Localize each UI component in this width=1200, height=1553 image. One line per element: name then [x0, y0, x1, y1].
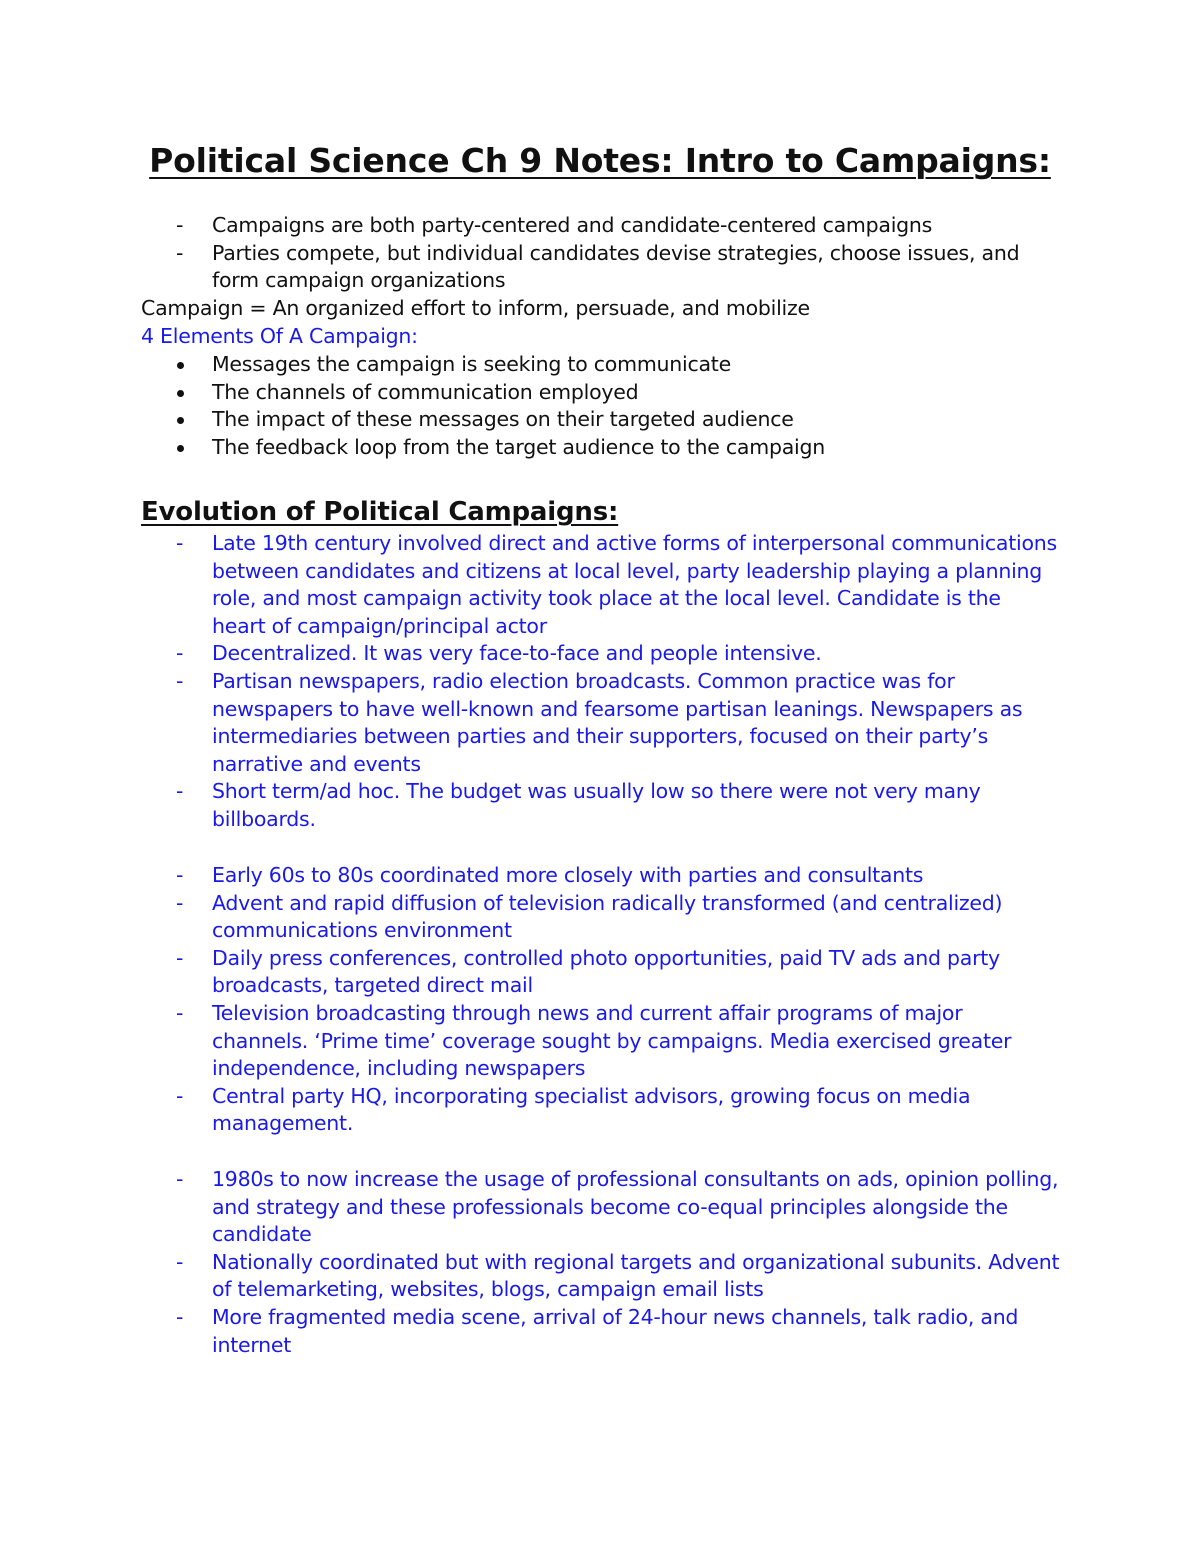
list-item [0, 668, 1200, 778]
dash-marker: - [176, 213, 184, 237]
list-item-text: 1980s to now increase the usage of professional consultants on ads, opinion polling, and strategy and these professionals become co-equal principles alongside the candidate [212, 1167, 1059, 1247]
bullet-icon [177, 445, 184, 452]
list-item-text: Early 60s to 80s coordinated more closely with parties and consultants [212, 863, 924, 887]
list-item [0, 1166, 1200, 1249]
list-item-text: The channels of communication employed [212, 379, 639, 404]
list-item [0, 890, 1200, 945]
list-item [0, 1249, 1200, 1304]
list-item-text: Central party HQ, incorporating specialist advisors, growing focus on media management. [212, 1083, 971, 1136]
dash-marker: - [176, 641, 184, 666]
list-item [0, 530, 1200, 640]
intro-list [0, 212, 1200, 295]
era-2-list [0, 862, 1200, 1138]
list-item [0, 379, 1200, 407]
page-title: Political Science Ch 9 Notes: Intro to Campaigns: [149, 141, 1051, 180]
list-item-text: Late 19th century involved direct and active forms of interpersonal communications between candidates and citizens at local level, party leadership playing a planning role, and most campaign activity took place at the local level. Candidate is the heart of campaign/principal actor [212, 531, 1057, 638]
list-item-text: Short term/ad hoc. The budget was usually low so there were not very many billboards. [212, 779, 981, 831]
list-item-text: Campaigns are both party-centered and candidate-centered campaigns [212, 213, 933, 237]
dash-marker: - [176, 531, 184, 555]
dash-marker: - [176, 1083, 184, 1108]
list-item-text: Decentralized. It was very face-to-face and people intensive. [212, 641, 822, 666]
list-item [0, 406, 1200, 434]
list-item [0, 351, 1200, 379]
list-item [0, 1304, 1200, 1359]
list-item-text: Advent and rapid diffusion of television radically transformed (and centralized) communications environment [212, 890, 1003, 943]
dash-marker: - [176, 890, 184, 915]
campaign-definition: Campaign = An organized effort to inform, persuade, and mobilize [141, 296, 810, 320]
list-item-text: Messages the campaign is seeking to communicate [212, 352, 731, 376]
dash-marker: - [176, 1249, 184, 1274]
era-3-list [0, 1166, 1200, 1359]
list-item-text: Partisan newspapers, radio election broadcasts. Common practice was for newspapers to have well-known and fearsome partisan leanings. Newspapers as intermediaries between parties and their supporters, focused on their party’s narrative and events [212, 668, 1023, 776]
list-item-text: Television broadcasting through news and current affair programs of major channels. ‘Prime time’ coverage sought by campaigns. Media exercised greater independence, including newspapers [212, 1000, 1012, 1081]
dash-marker: - [176, 1167, 184, 1191]
elements-heading: 4 Elements Of A Campaign: [141, 324, 418, 348]
list-item [0, 240, 1200, 295]
list-item-text: Nationally coordinated but with regional targets and organizational subunits. Advent of telemarketing, websites, blogs, campaign email lists [212, 1249, 1060, 1302]
list-item-text: Parties compete, but individual candidates devise strategies, choose issues, and form campaign organizations [212, 240, 1020, 293]
list-item-text: The impact of these messages on their targeted audience [212, 407, 794, 432]
bullet-icon [177, 417, 184, 424]
bullet-icon [177, 362, 184, 369]
list-item [0, 640, 1200, 668]
list-item [0, 862, 1200, 890]
era-1-list [0, 530, 1200, 834]
list-item [0, 212, 1200, 240]
list-item [0, 945, 1200, 1000]
dash-marker: - [176, 240, 184, 265]
elements-list [0, 351, 1200, 461]
bullet-icon [177, 390, 184, 397]
list-item [0, 434, 1200, 462]
list-item-text: More fragmented media scene, arrival of 24-hour news channels, talk radio, and internet [212, 1304, 1019, 1357]
list-item-text: Daily press conferences, controlled photo opportunities, paid TV ads and party broadcasts, targeted direct mail [212, 945, 1000, 998]
list-item [0, 1083, 1200, 1138]
dash-marker: - [176, 668, 184, 693]
dash-marker: - [176, 945, 184, 970]
evolution-heading: Evolution of Political Campaigns: [141, 497, 619, 527]
dash-marker: - [176, 863, 184, 887]
dash-marker: - [176, 1000, 184, 1025]
list-item [0, 778, 1200, 833]
dash-marker: - [176, 779, 184, 804]
dash-marker: - [176, 1304, 184, 1329]
list-item-text: The feedback loop from the target audience to the campaign [212, 434, 825, 459]
list-item [0, 1000, 1200, 1083]
